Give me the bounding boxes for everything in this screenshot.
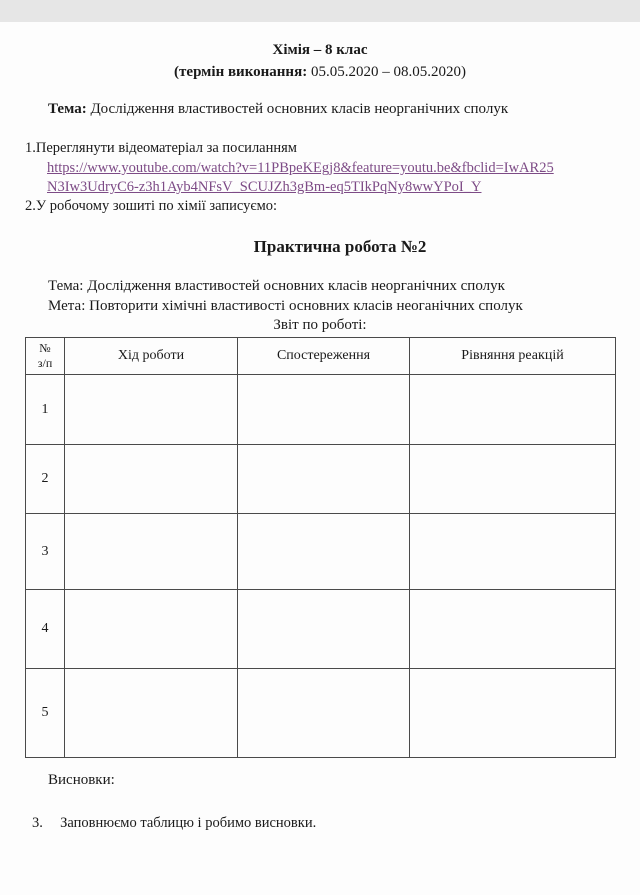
step-2: 2.У робочому зошиті по хімії записуємо: <box>25 198 278 214</box>
topic-label: Тема: <box>48 101 87 117</box>
header-equations: Рівняння реакцій <box>410 338 616 375</box>
procedure-cell <box>65 445 238 514</box>
table-row <box>26 375 616 445</box>
header-number-sign: № <box>39 341 51 355</box>
report-label: Звіт по роботі: <box>273 317 367 333</box>
row-number: 2 <box>26 445 65 514</box>
table-row <box>26 590 616 669</box>
deadline-value: 05.05.2020 – 08.05.2020) <box>310 64 466 80</box>
procedure-cell <box>65 590 238 669</box>
video-link-line-2[interactable]: N3Iw3UdryC6-z3h1Ayb4NFsV_SCUJZh3gBm-eq5TIkPqNy8wwYPoI_Y <box>47 179 482 195</box>
equation-cell <box>410 445 616 514</box>
step-1: 1.Переглянути відеоматеріал за посиланням <box>25 140 297 156</box>
document-page <box>0 22 640 895</box>
practical-title: Практична робота №2 <box>253 237 427 256</box>
procedure-cell <box>65 375 238 445</box>
observation-cell <box>238 445 410 514</box>
observation-cell <box>238 514 410 590</box>
observation-cell <box>238 669 410 758</box>
header-number <box>26 338 65 375</box>
document-title: Хімія – 8 клас <box>272 42 368 58</box>
top-bar <box>0 0 640 22</box>
equation-cell <box>410 669 616 758</box>
procedure-cell <box>65 514 238 590</box>
practical-topic: Тема: Дослідження властивостей основних класів неорганічних сполук <box>48 278 505 294</box>
row-number: 5 <box>26 669 65 758</box>
observation-cell <box>238 375 410 445</box>
row-number: 1 <box>26 375 65 445</box>
table-row <box>26 669 616 758</box>
row-number: 3 <box>26 514 65 590</box>
topic-text: Дослідження властивостей основних класів неорганічних сполук <box>90 101 509 117</box>
deadline <box>0 64 640 81</box>
video-link-line-1[interactable]: https://www.youtube.com/watch?v=11PBpeKEgj8&feature=youtu.be&fbclid=IwAR25 <box>47 160 554 176</box>
step-3-text: Заповнюємо таблицю і робимо висновки. <box>60 815 317 831</box>
header-number-abbr: з/п <box>37 356 53 370</box>
topic <box>48 101 508 118</box>
table-row <box>26 514 616 590</box>
procedure-cell <box>65 669 238 758</box>
header-observations: Спостереження <box>238 338 410 375</box>
conclusions-label: Висновки: <box>48 772 115 788</box>
equation-cell <box>410 375 616 445</box>
table-header-row <box>26 338 616 375</box>
step-3-number: 3. <box>32 815 43 831</box>
row-number: 4 <box>26 590 65 669</box>
practical-goal: Мета: Повторити хімічні властивості основних класів неоганічних сполук <box>48 298 523 314</box>
table-row <box>26 445 616 514</box>
equation-cell <box>410 590 616 669</box>
equation-cell <box>410 514 616 590</box>
deadline-label: (термін виконання: <box>174 64 308 80</box>
report-table <box>25 337 616 758</box>
step-3 <box>32 815 316 832</box>
header-procedure: Хід роботи <box>65 338 238 375</box>
observation-cell <box>238 590 410 669</box>
